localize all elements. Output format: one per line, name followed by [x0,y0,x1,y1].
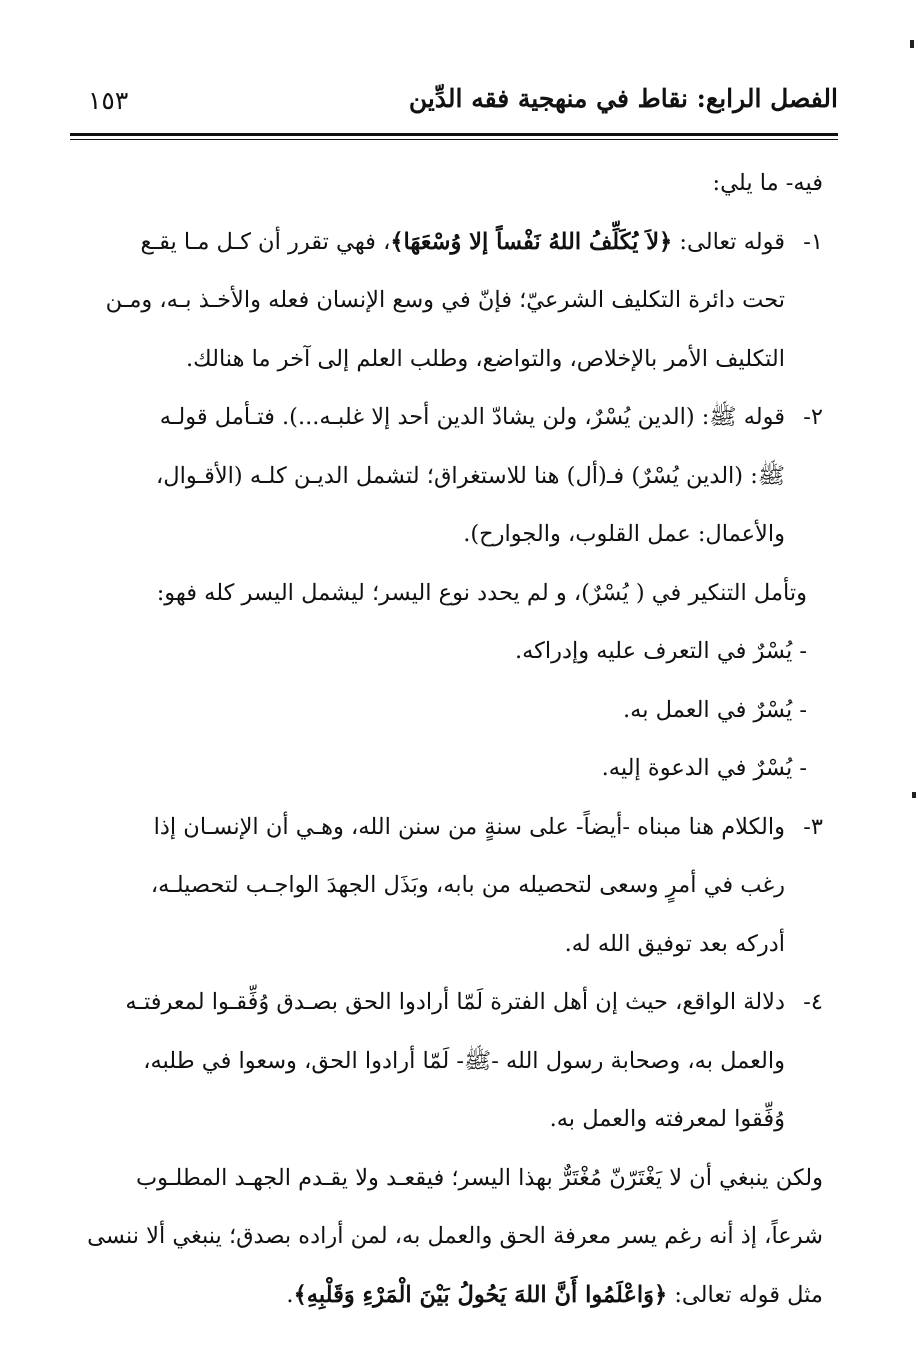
text-line: أدركه بعد توفيق الله له. [564,930,785,957]
text-line: ولكن ينبغي أن لا يَغْتَرّنّ مُغْتَرٌّ بهذا اليسر؛ فيقعـد ولا يقـدم الجهـد المطلـوب [135,1164,823,1191]
text-run: والكلام هنا مبناه -أيضاً- على سنةٍ من سنن الله، وهـي أن الإنسـان إذا [153,813,785,840]
item-number: ٢- [803,404,823,430]
text-run: قوله تعالى: [672,228,785,255]
bullet-item: - يُسْرٌ في التعرف عليه وإدراكه. [514,638,807,664]
text-line: ﷺ: (الدين يُسْرٌ) فـ(أل) هنا للاستغراق؛ لتشمل الديـن كلـه (الأقـوال، [156,462,785,489]
header-rule-thick [70,133,838,136]
scan-edge-mark [910,40,914,48]
text-line-verse [76,1266,823,1325]
text-line: والعمل به، وصحابة رسول الله -ﷺ- لَمّا أرادوا الحق، وسعوا في طلبه، [143,1047,785,1074]
page-body [76,154,823,1324]
text-run: ، فهي تقرر أن كـل مـا يقـع [140,228,391,255]
list-item-2 [76,388,823,447]
chapter-title: الفصل الرابع: نقاط في منهجية فقه الدِّين [408,84,838,113]
item-number: ٣- [803,813,823,840]
text-line: رغب في أمرٍ وسعى لتحصيله من بابه، وبَذَل الجهدَ الواجـب لتحصيلـه، [150,872,785,898]
running-header [70,84,838,124]
list-item-4 [76,973,823,1032]
text-line: فيه- ما يلي: [712,170,823,196]
quran-verse: ﴿لاَ يُكَلِّفُ اللهُ نَفْساً إلا وُسْعَهَا﴾ [390,228,673,255]
scan-edge-mark [912,792,916,798]
page-number: ١٥٣ [88,86,129,115]
text-run: مثل قوله تعالى: [667,1281,823,1308]
text-line: شرعاً، إذ أنه رغم يسر معرفة الحق والعمل به، لمن أراده بصدق؛ ينبغي ألا ننسى [87,1223,823,1249]
bullet-item: - يُسْرٌ في الدعوة إليه. [601,755,807,781]
quran-verse: ﴿وَاعْلَمُوا أَنَّ اللهَ يَحُولُ بَيْنَ الْمَرْءِ وَقَلْبِهِ﴾ [293,1281,668,1308]
text-line: والأعمال: عمل القلوب، والجوارح). [463,521,785,547]
text-run: دلالة الواقع، حيث إن أهل الفترة لَمّا أرادوا الحق بصـدق وُفِّقـوا لمعرفتـه [125,989,785,1015]
list-item-3 [76,798,823,857]
bullet-item: - يُسْرٌ في العمل به. [623,696,807,723]
text-run: قوله ﷺ: (الدين يُسْرٌ، ولن يشادّ الدين أحد إلا غلبـه...). فتـأمل قولـه [159,404,785,430]
text-run: . [286,1281,294,1308]
item-number: ٤- [803,989,823,1015]
text-line: وُفِّقوا لمعرفته والعمل به. [549,1106,785,1132]
header-rule-thin [70,139,838,140]
text-line: وتأمل التنكير في ( يُسْرٌ)، و لم يحدد نوع اليسر؛ ليشمل اليسر كله فهو: [156,579,807,606]
text-line: تحت دائرة التكليف الشرعيّ؛ فإنّ في وسع الإنسان فعله والأخـذ بـه، ومـن [105,287,785,313]
item-number: ١- [803,228,823,255]
text-line: التكليف الأمر بالإخلاص، والتواضع، وطلب العلم إلى آخر ما هنالك. [185,345,785,372]
list-item-1 [76,213,823,272]
